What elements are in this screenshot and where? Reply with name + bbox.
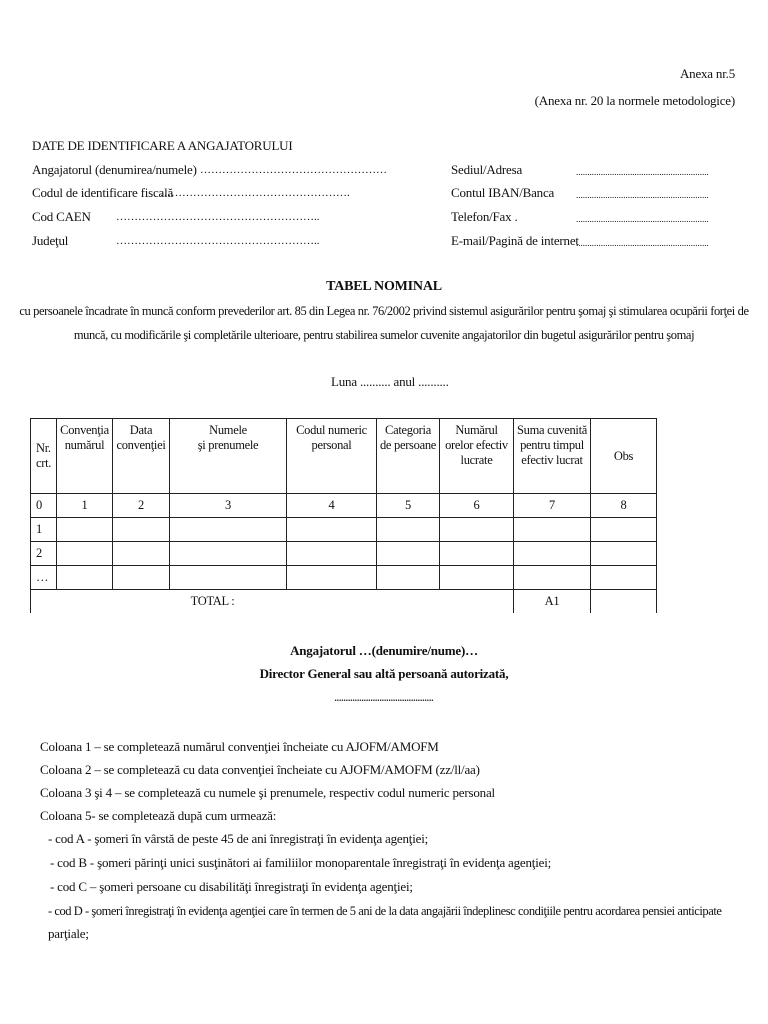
email-dots: ........................................................... — [576, 238, 709, 248]
caen-label: Cod CAEN — [32, 209, 91, 224]
tabel-description-line2: muncă, cu modificările şi completările ulterioare, pentru stabilirea sumelor cuvenite angajatorilor din bugetul asigurărilor pentru şomaj — [73, 328, 695, 342]
column-number: 7 — [514, 494, 591, 518]
note-item: - cod C – şomeri persoane cu disabilităţi înregistraţi în evidenţa agenţiei; — [50, 879, 413, 894]
table-cell — [591, 566, 657, 590]
header-obs: Obs — [591, 419, 657, 494]
header-conventia-numarul: Convenţia numărul — [57, 419, 113, 494]
table-cell — [287, 518, 377, 542]
county-label: Judeţul — [32, 233, 69, 248]
table-cell — [440, 566, 514, 590]
total-row — [31, 590, 657, 614]
total-label: TOTAL : — [31, 590, 514, 614]
note-item: parţiale; — [48, 926, 89, 941]
note-item: Coloana 5- se completează după cum urmează: — [40, 808, 277, 823]
table-cell — [514, 518, 591, 542]
table-cell — [113, 566, 170, 590]
tabel-title: TABEL NOMINAL — [326, 279, 442, 294]
row-index: … — [31, 566, 57, 590]
column-number: 5 — [377, 494, 440, 518]
annex-reference: (Anexa nr. 20 la normele metodologice) — [534, 93, 735, 108]
column-number: 8 — [591, 494, 657, 518]
header-categoria-persoane: Categoria de persoane — [377, 419, 440, 494]
table-cell — [440, 518, 514, 542]
table-cell — [377, 566, 440, 590]
header-numarul-orelor: Numărul orelor efectiv lucrate — [440, 419, 514, 494]
iban-label: Contul IBAN/Banca — [451, 185, 555, 200]
table-cell — [57, 566, 113, 590]
column-number: 6 — [440, 494, 514, 518]
phone-fax-dots: ........................................................... — [576, 214, 709, 224]
header-nr-crt: Nr. crt. — [31, 419, 57, 494]
employer-dots: …………………………………………… — [200, 164, 387, 176]
signature-director: Director General sau altă persoană autorizată, — [259, 666, 509, 681]
column-number: 4 — [287, 494, 377, 518]
table-cell — [377, 542, 440, 566]
caen-dots: ……………………………………………….. — [116, 211, 320, 223]
table-row — [31, 518, 657, 542]
iban-dots: ........................................................... — [576, 190, 709, 200]
header-data-conventiei: Data convenţiei — [113, 419, 170, 494]
email-label: E-mail/Pagină de internet — [451, 233, 579, 248]
column-number: 3 — [170, 494, 287, 518]
table-cell — [591, 590, 657, 614]
phone-fax-label: Telefon/Fax . — [451, 209, 518, 224]
table-cell — [287, 542, 377, 566]
fiscal-code-label: Codul de identificare fiscală — [32, 185, 174, 200]
header-cod-numeric-personal: Codul numeric personal — [287, 419, 377, 494]
table-cell — [57, 542, 113, 566]
employer-label: Angajatorul (denumirea/numele) — [32, 162, 197, 177]
note-item: - cod D - şomeri înregistraţi în evidenţa agenţiei care în termen de 5 ani de la data angajării îndeplinesc condiţiile pentru acordarea pensiei anticipate — [48, 904, 722, 918]
table-cell — [113, 542, 170, 566]
annex-number: Anexa nr.5 — [679, 66, 735, 81]
table-cell — [514, 566, 591, 590]
note-item: - cod B - şomeri părinţi unici susţinători ai familiilor monoparentale înregistraţi în evidenţa agenţiei; — [50, 855, 552, 870]
note-item: Coloana 2 – se completează cu data convenţiei încheiate cu AJOFM/AMOFM (zz/ll/aa) — [40, 762, 480, 777]
column-number-row — [31, 494, 657, 518]
header-suma-cuvenita: Suma cuvenită pentru timpul efectiv lucrat — [514, 419, 591, 494]
nominal-table — [30, 418, 657, 613]
note-item: Coloana 1 – se completează numărul convenţiei încheiate cu AJOFM/AMOFM — [40, 739, 439, 754]
table-cell — [57, 518, 113, 542]
fiscal-code-dots: ……………………………………………. — [160, 187, 350, 199]
identification-title: DATE DE IDENTIFICARE A ANGAJATORULUI — [32, 138, 293, 153]
header-numele-prenumele: Numele şi prenumele — [170, 419, 287, 494]
table-cell — [170, 542, 287, 566]
tabel-description-line1: cu persoanele încadrate în muncă conform prevederilor art. 85 din Legea nr. 76/2002 privind sistemul asigurărilor pentru şomaj şi stimularea ocupării forţei de — [19, 304, 749, 318]
table-row — [31, 542, 657, 566]
note-item: Coloana 3 şi 4 – se completează cu numele şi prenumele, respectiv codul numeric personal — [40, 785, 495, 800]
row-index: 2 — [31, 542, 57, 566]
note-item: - cod A - şomeri în vârstă de peste 45 de ani înregistraţi în evidenţa agenţiei; — [48, 831, 429, 846]
column-number: 2 — [113, 494, 170, 518]
table-header-row — [31, 419, 657, 494]
address-label: Sediul/Adresa — [451, 162, 523, 177]
table-cell — [591, 518, 657, 542]
table-cell — [591, 542, 657, 566]
table-cell — [287, 566, 377, 590]
county-dots: ……………………………………………….. — [116, 235, 320, 247]
total-value: A1 — [514, 590, 591, 614]
table-cell — [170, 566, 287, 590]
period-line: Luna .......... anul .......... — [331, 374, 449, 389]
row-index: 1 — [31, 518, 57, 542]
column-number: 0 — [31, 494, 57, 518]
table-cell — [514, 542, 591, 566]
table-row — [31, 566, 657, 590]
table-cell — [113, 518, 170, 542]
signature-employer: Angajatorul …(denumire/nume)… — [290, 643, 478, 658]
table-cell — [170, 518, 287, 542]
table-cell — [440, 542, 514, 566]
column-number: 1 — [57, 494, 113, 518]
table-cell — [377, 518, 440, 542]
address-dots: ........................................................... — [576, 167, 709, 177]
signature-dots: ............................................ — [334, 693, 434, 703]
